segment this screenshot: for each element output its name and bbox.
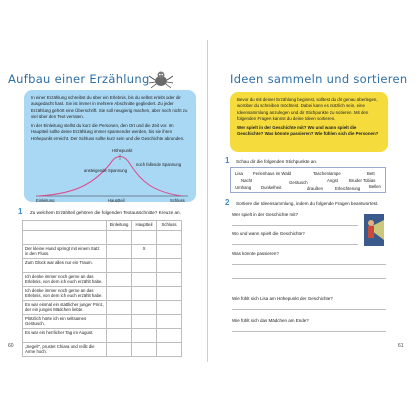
checkbox-cell[interactable] — [157, 301, 182, 315]
label-peak: Höhepunkt — [112, 148, 133, 153]
left-info-paragraph-2: In der Einleitung stellst du kurz die Personen, den Ort und die Zeit vor. Im Hauptteil sollte deine Erzählung immer spannender werden, bis sie ihren Höhepunkt erreicht. Der Schluss sollte kurz sein und die Geschichte abrunden. — [31, 123, 185, 141]
keyword: Ferienhaus im Wald — [253, 171, 292, 176]
question-2: Wo und wann spielt die Geschichte? — [232, 231, 305, 236]
table-cell-text: Zum Glück war alles nur ein Traum. — [23, 259, 107, 273]
checkbox-cell[interactable] — [132, 273, 157, 287]
checkbox-cell[interactable] — [107, 259, 132, 273]
keyword: Geräusch — [289, 180, 308, 185]
checkbox-cell[interactable] — [132, 287, 157, 301]
checkbox-cell[interactable] — [132, 259, 157, 273]
table-cell-text: Es war einmal ein stattlicher junger Prinz, der ein junges Mädchen liebte. — [23, 301, 107, 315]
answer-line[interactable] — [232, 264, 386, 265]
table-header-empty — [23, 221, 107, 231]
answer-line[interactable] — [232, 278, 386, 279]
label-end: Schluss — [170, 198, 185, 202]
answer-line[interactable] — [232, 225, 358, 226]
label-intro: Einleitung — [36, 198, 55, 202]
answer-line[interactable] — [232, 309, 386, 310]
keyword: Nacht — [241, 178, 253, 183]
checkbox-cell[interactable] — [107, 287, 132, 301]
table-row — [23, 301, 182, 315]
keyword: Lisa — [235, 171, 243, 176]
table-row — [23, 315, 182, 329]
question-5: Wie fühlt sich das Mädchen am Ende? — [232, 318, 309, 323]
book-gutter — [207, 40, 208, 362]
table-header-main: Hauptteil — [132, 221, 157, 231]
tension-curve-diagram — [32, 146, 192, 202]
keyword: Bellen — [369, 184, 381, 189]
checkbox-cell-checked[interactable]: X — [132, 245, 157, 259]
label-main: Hauptteil — [108, 198, 125, 202]
keyword: Umhang — [235, 185, 252, 190]
table-cell-text: „Segel!“, prustet Chiara und reißt die Arme hoch. — [23, 343, 107, 357]
right-task1-number: 1 — [225, 156, 230, 165]
answer-line[interactable] — [232, 244, 358, 245]
checkbox-cell[interactable] — [107, 231, 132, 245]
right-task1-instruction: Schau dir die folgenden Stichpunkte an. — [236, 159, 318, 164]
table-cell-text: Ich denke immer noch gerne an das Erlebnis, von dem ich euch erzählt habe. — [23, 273, 107, 287]
keyword-box — [230, 167, 386, 193]
checkbox-cell[interactable] — [107, 273, 132, 287]
right-page-number: 61 — [398, 343, 404, 349]
checkbox-cell[interactable] — [132, 301, 157, 315]
question-4: Wie fühlt sich Lisa am Höhepunkt der Geschichte? — [232, 296, 333, 301]
right-task2-number: 2 — [225, 198, 230, 207]
spider-illustration — [148, 68, 174, 90]
checkbox-cell[interactable] — [157, 343, 182, 357]
table-header-intro: Einleitung — [107, 221, 132, 231]
left-task-number: 1 — [18, 207, 23, 216]
checkbox-cell[interactable] — [157, 231, 182, 245]
right-info-box — [230, 92, 388, 152]
table-cell-text: Plötzlich hörte ich ein seltsames Geräusch. — [23, 315, 107, 329]
checkbox-cell[interactable] — [157, 329, 182, 343]
table-row — [23, 343, 182, 357]
checkbox-cell[interactable] — [132, 315, 157, 329]
checkbox-cell[interactable] — [107, 315, 132, 329]
table-header-end: Schluss — [157, 221, 182, 231]
keyword: Dunkelheit — [261, 185, 282, 190]
checkbox-cell[interactable] — [157, 315, 182, 329]
checkbox-cell[interactable] — [132, 343, 157, 357]
keyword: Taschenlampe — [313, 171, 341, 176]
table-header-row — [23, 221, 182, 231]
question-3: Was könnte passieren? — [232, 251, 279, 256]
keyword: draußen — [307, 186, 324, 191]
keyword: Bett — [367, 171, 375, 176]
table-row — [23, 231, 182, 245]
table-cell-text: Ich denke immer noch gerne an das Erlebnis, von dem ich euch erzählt habe. — [23, 287, 107, 301]
checkbox-cell[interactable] — [107, 343, 132, 357]
checkbox-cell[interactable] — [157, 259, 182, 273]
left-task-instruction: Zu welchem Erzählteil gehören die folgenden Textausschnitte? Kreuze an. — [30, 210, 181, 215]
checkbox-cell[interactable] — [157, 287, 182, 301]
checkbox-cell[interactable] — [157, 273, 182, 287]
label-falling: noch fallende Spannung — [136, 162, 182, 167]
answer-line[interactable] — [232, 331, 386, 332]
checkbox-cell[interactable] — [132, 329, 157, 343]
table-row — [23, 287, 182, 301]
checkbox-cell[interactable] — [107, 245, 132, 259]
right-page-title: Ideen sammeln und sortieren — [230, 72, 408, 86]
table-cell-text: Der kleine Hund springt mit einem Satz in den Fluss. — [23, 245, 107, 259]
right-info-paragraph-1: Bevor du mit deiner Erzählung beginnst, solltest du dir genau überlegen, worüber du schreiben möchtest. Dabei kann es nützlich sein, eine Ideensammlung anzulegen und dir Stichpunkte zu notieren. Mit den folgenden Fragen kannst du deine Ideen sortieren. — [237, 97, 378, 121]
left-page-title: Aufbau einer Erzählung — [8, 72, 150, 86]
label-rising: ansteigende Spannung — [84, 168, 128, 173]
table-cell-text — [23, 231, 107, 245]
right-task2-instruction: Sortiere die Ideensammlung, indem du folgende Fragen beantwortest. — [236, 201, 379, 206]
keyword: Angst — [327, 178, 338, 183]
keyword: Bruder Tobias — [349, 178, 376, 183]
checkbox-cell[interactable] — [107, 329, 132, 343]
girl-with-flashlight-illustration — [364, 214, 384, 246]
table-row — [23, 273, 182, 287]
checkbox-cell[interactable] — [132, 231, 157, 245]
right-info-questions: Wer spielt in der Geschichte mit? Wo und wann spielt die Geschichte? Was könnte passieren? Wie fühlen sich die Personen? — [237, 125, 379, 137]
checkbox-cell[interactable] — [107, 301, 132, 315]
left-page-number: 60 — [8, 343, 14, 349]
assignment-table — [22, 220, 182, 357]
table-cell-text: Es war ein herrlicher Tag im August. — [23, 329, 107, 343]
left-info-paragraph-1: In einer Erzählung schreibst du über ein Erlebnis, bis du selbst erlebt oder dir ausgedacht hast. Sie ist immer in mehrere Abschnitte gegliedert. Zu jeder Erzählung gehört eine Überschrift. Sie soll neugierig machen, aber noch nicht zu viel über den Text verraten. — [31, 95, 188, 119]
keyword: Erleichterung — [335, 186, 361, 191]
question-1: Wer spielt in der Geschichte mit? — [232, 212, 298, 217]
table-row — [23, 329, 182, 343]
table-row — [23, 259, 182, 273]
checkbox-cell[interactable] — [157, 245, 182, 259]
table-row — [23, 245, 182, 259]
